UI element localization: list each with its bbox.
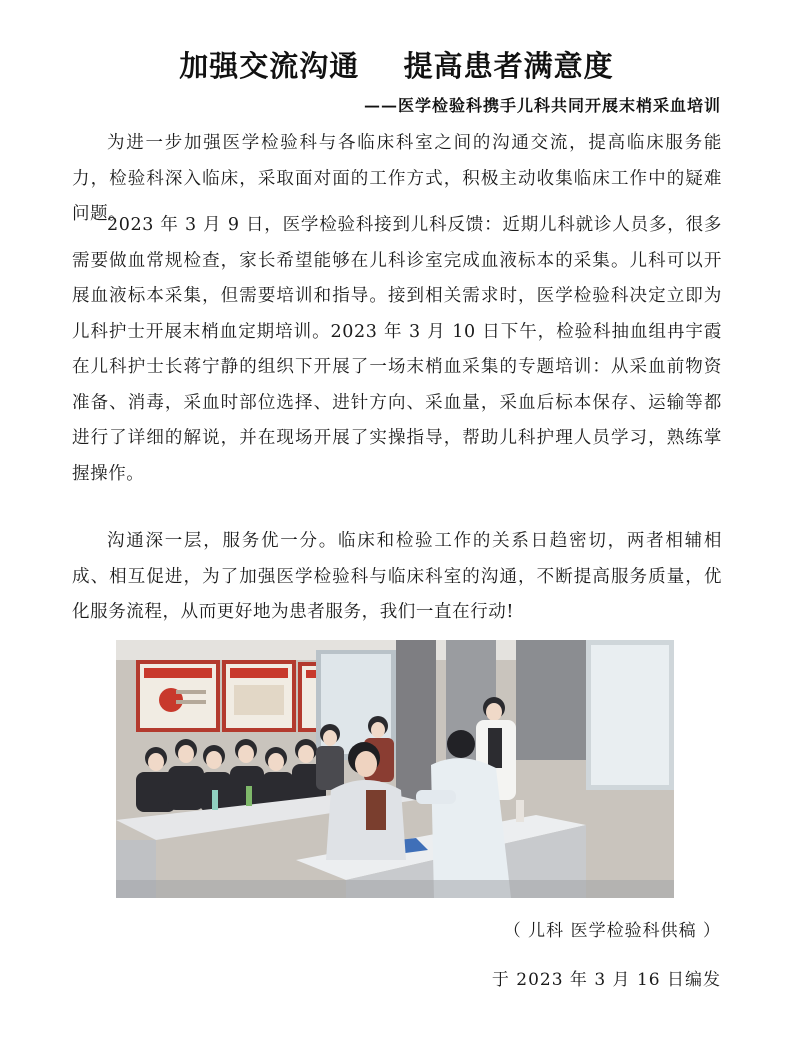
document-subtitle: ——医学检验科携手儿科共同开展末梢采血培训 [363, 96, 721, 115]
paragraph-conclusion: 沟通深一层，服务优一分。临床和检验工作的关系日趋密切，两者相辅相成、相互促进，为了加强医学检验科与临床科室的沟通，不断提高服务质量，优化服务流程，从而更好地为患者服务，我们一直在行动! [72, 531, 722, 622]
issue-date: 于 2023 年 3 月 16 日编发 [491, 970, 721, 990]
paragraph-intro: 为进一步加强医学检验科与各临床科室之间的沟通交流，提高临床服务能力，检验科深入临床，采取面对面的工作方式，积极主动收集临床工作中的疑难问题。 [72, 133, 722, 224]
training-photo [116, 640, 674, 898]
credit-line: （ 儿科 医学检验科供稿 ） [503, 921, 721, 941]
document-title: 加强交流沟通 提高患者满意度 [179, 49, 614, 83]
paragraph-training: 2023 年 3 月 9 日，医学检验科接到儿科反馈：近期儿科就诊人员多，很多需要做血常规检查，家长希望能够在儿科诊室完成血液标本的采集。儿科可以开展血液标本采集，但需要培训和指导。接到相关需求时，医学检验科决定立即为儿科护士开展末梢血定期培训。2023 年 3 月 10 日下午，检验科抽血组冉宇霞在儿科护士长蒋宁静的组织下开展了一场末梢血采集的专题培训：从采血前物资准备、消毒，采血时部位选择、进针方向、采血量，采血后标本保存、运输等都进行了详细的解说，并在现场开展了实操指导，帮助儿科护理人员学习，熟练掌握操作。 [72, 215, 722, 484]
